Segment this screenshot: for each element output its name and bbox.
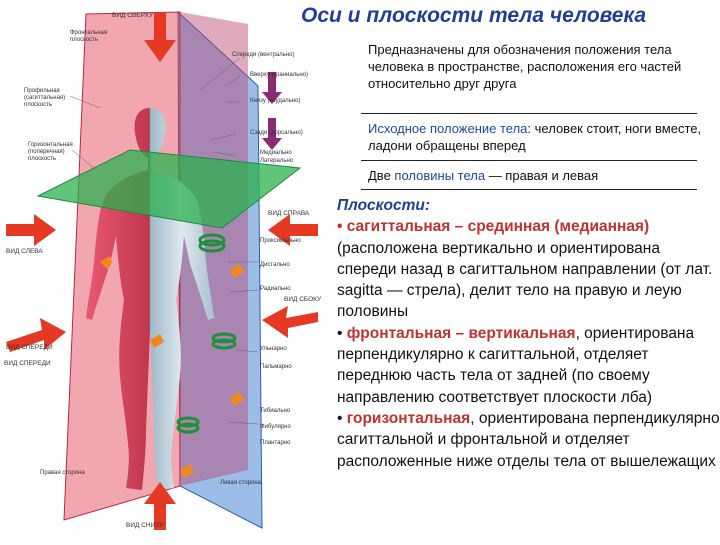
bullet-frontal-marker: • xyxy=(337,324,347,342)
label-fibular: Фибулярно xyxy=(260,424,291,430)
label-view-left: ВИД СЛЕВА xyxy=(6,248,43,255)
bullet-frontal-text: , ориентирована перпендикулярно к сагиттальной, отделяет переднюю часть тела от задней (по своему направлению соответствует плоскости лба) xyxy=(337,324,695,406)
bullet-frontal xyxy=(337,323,720,408)
divider-2 xyxy=(361,160,697,161)
label-right-side: Правая сторона xyxy=(40,470,85,476)
label-tibial: Тибиально xyxy=(260,408,291,414)
label-proximal: Проксимально xyxy=(260,238,301,244)
label-ventral: Спереди (вентрально) xyxy=(232,52,295,58)
label-radial: Радиально xyxy=(260,286,291,292)
label-medial: Медиально xyxy=(260,150,292,156)
bullet-frontal-name: фронтальная – вертикальная xyxy=(346,324,576,342)
halves-highlight: половины тела xyxy=(394,168,486,183)
label-view-side: ВИД СБОКУ xyxy=(284,296,322,303)
bullet-sagittal-text: (расположена вертикально и ориентирована спереди назад в сагиттальном направлении (от лат. sagitta — стрела), делит тело на правую и леую половины xyxy=(337,239,713,321)
label-view-bottom: ВИД СНИЗУ xyxy=(126,522,164,529)
label-view-front-secondary: ВИД СПЕРЕДИ xyxy=(4,360,51,367)
label-view-front: ВИД СПЕРЕДИ xyxy=(6,344,53,351)
halves-prefix: Две xyxy=(368,168,395,183)
label-sagittal-plane: Профильная (сагиттальная) плоскость xyxy=(24,88,66,108)
divider-3 xyxy=(361,189,697,190)
intro-paragraph: Предназначены для обозначения положения тела человека в пространстве, расположения его частей относительно друг друга xyxy=(368,42,682,91)
page-title: Оси и плоскости тела человека xyxy=(301,4,647,27)
arrow-from-left xyxy=(6,214,56,246)
label-frontal-plane: Фронтальная плоскость xyxy=(70,30,108,43)
label-horizontal-plane: Горизонтальная (поперечная) плоскость xyxy=(28,142,73,162)
halves-suffix: — правая и левая xyxy=(485,168,599,183)
label-lateral: Латерально xyxy=(260,158,294,164)
bullet-horizontal-text: , ориентирована перпендикулярно сагиттальной и фронтальной и отделяет расположенные ниже отделы тела от вышележащих xyxy=(337,409,720,470)
bullet-horizontal-name: горизонтальная xyxy=(346,409,471,427)
bullet-sagittal xyxy=(337,216,720,322)
label-palmar: Пальмарно xyxy=(260,364,292,370)
divider-1 xyxy=(361,113,697,114)
bullet-horizontal-marker: • xyxy=(337,409,347,427)
label-left-side: Левая сторона xyxy=(220,480,261,486)
planes-heading: Плоскости: xyxy=(337,197,431,214)
label-ulnar: Ульнарно xyxy=(260,346,287,352)
initial-position-paragraph xyxy=(368,120,708,154)
initial-position-label: Исходное положение тела xyxy=(368,121,528,136)
bullet-sagittal-name: • сагиттальная – срединная (медианная) xyxy=(337,218,650,236)
initial-position-text: : человек стоит, ноги вместе, ладони обращены вперед xyxy=(368,121,702,153)
label-view-right: ВИД СПРАВА xyxy=(268,210,310,217)
label-distal: Дистально xyxy=(260,262,290,268)
axis-arrows xyxy=(262,72,282,150)
bullet-horizontal xyxy=(337,408,720,472)
body-planes-illustration xyxy=(0,0,345,540)
anatomy-figure xyxy=(0,0,345,540)
halves-paragraph xyxy=(368,167,708,184)
planes-section xyxy=(337,195,720,472)
label-plantar: Плантарно xyxy=(260,440,291,446)
label-cranial: Вверху (краниально) xyxy=(250,72,308,78)
label-caudal: Книзу (каудально) xyxy=(250,98,301,104)
label-view-top: ВИД СВЕРХУ xyxy=(112,12,154,19)
label-dorsal: Сзади (дорсально) xyxy=(250,130,303,136)
arrow-from-back xyxy=(262,306,318,338)
